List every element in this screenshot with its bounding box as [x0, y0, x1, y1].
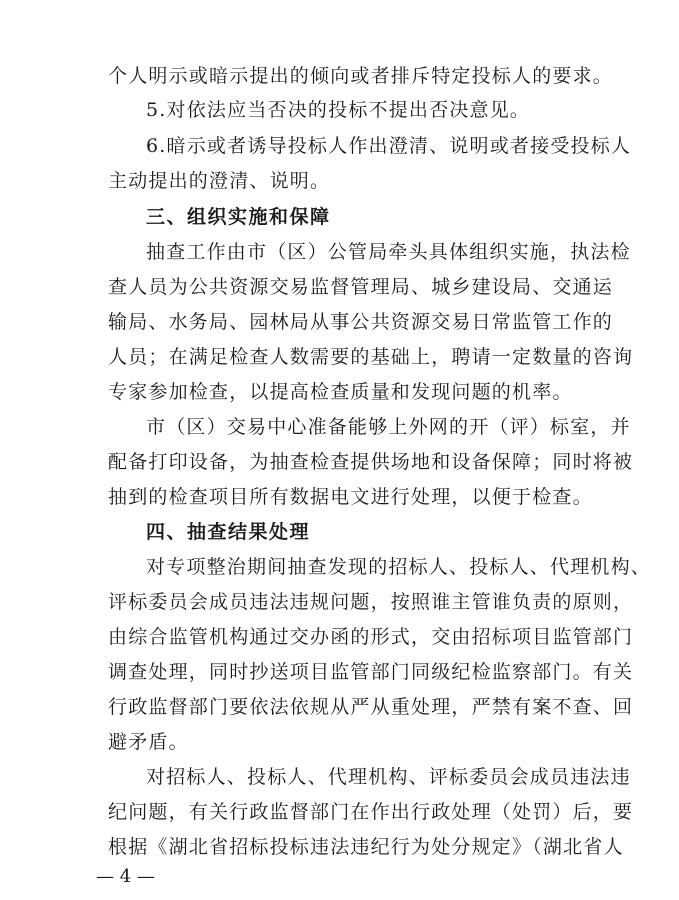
text-line: 避矛盾。 [108, 731, 189, 753]
section-heading: 四、抽查结果处理 [146, 521, 311, 543]
text-line: 评标委员会成员违法违规问题，按照谁主管谁负责的原则， [108, 591, 634, 613]
text-line: 个人明示或暗示提出的倾向或者排斥特定投标人的要求。 [108, 65, 614, 87]
text-line: 输局、水务局、园林局从事公共资源交易日常监管工作的 [108, 311, 614, 333]
page-number: — 4 — [96, 866, 155, 887]
text-line: 调查处理，同时抄送项目监管部门同级纪检监察部门。有关 [108, 661, 634, 683]
text-line: 纪问题，有关行政监督部门在作出行政处理（处罚）后，要 [108, 801, 634, 823]
text-line: 根据《湖北省招标投标违法违纪行为处分规定》（湖北省人 [108, 836, 624, 858]
text-line: 人员；在满足检查人数需要的基础上，聘请一定数量的咨询 [108, 346, 634, 368]
text-line: 对招标人、投标人、代理机构、评标委员会成员违法违 [146, 766, 631, 788]
text-line: 专家参加检查，以提高检查质量和发现问题的机率。 [108, 381, 573, 403]
text-line: 对专项整治期间抽查发现的招标人、投标人、代理机构、 [146, 556, 652, 578]
text-line: 由综合监管机构通过交办函的形式，交由招标项目监管部门 [108, 626, 634, 648]
text-line: 配备打印设备，为抽查检查提供场地和设备保障；同时将被 [108, 451, 634, 473]
text-line: 5.对依法应当否决的投标不提出否决意见。 [146, 99, 531, 121]
text-line: 市（区）交易中心准备能够上外网的开（评）标室，并 [146, 416, 631, 438]
text-line: 6.暗示或者诱导投标人作出澄清、说明或者接受投标人 [146, 135, 632, 157]
text-line: 抽查工作由市（区）公管局牵头具体组织实施，执法检 [146, 241, 631, 263]
text-line: 抽到的检查项目所有数据电文进行处理，以便于检查。 [108, 486, 593, 508]
text-line: 查人员为公共资源交易监督管理局、城乡建设局、交通运 [108, 276, 614, 298]
text-line: 行政监督部门要依法依规从严从重处理，严禁有案不查、回 [108, 696, 634, 718]
section-heading: 三、组织实施和保障 [146, 206, 331, 228]
text-line: 主动提出的澄清、说明。 [108, 170, 331, 192]
